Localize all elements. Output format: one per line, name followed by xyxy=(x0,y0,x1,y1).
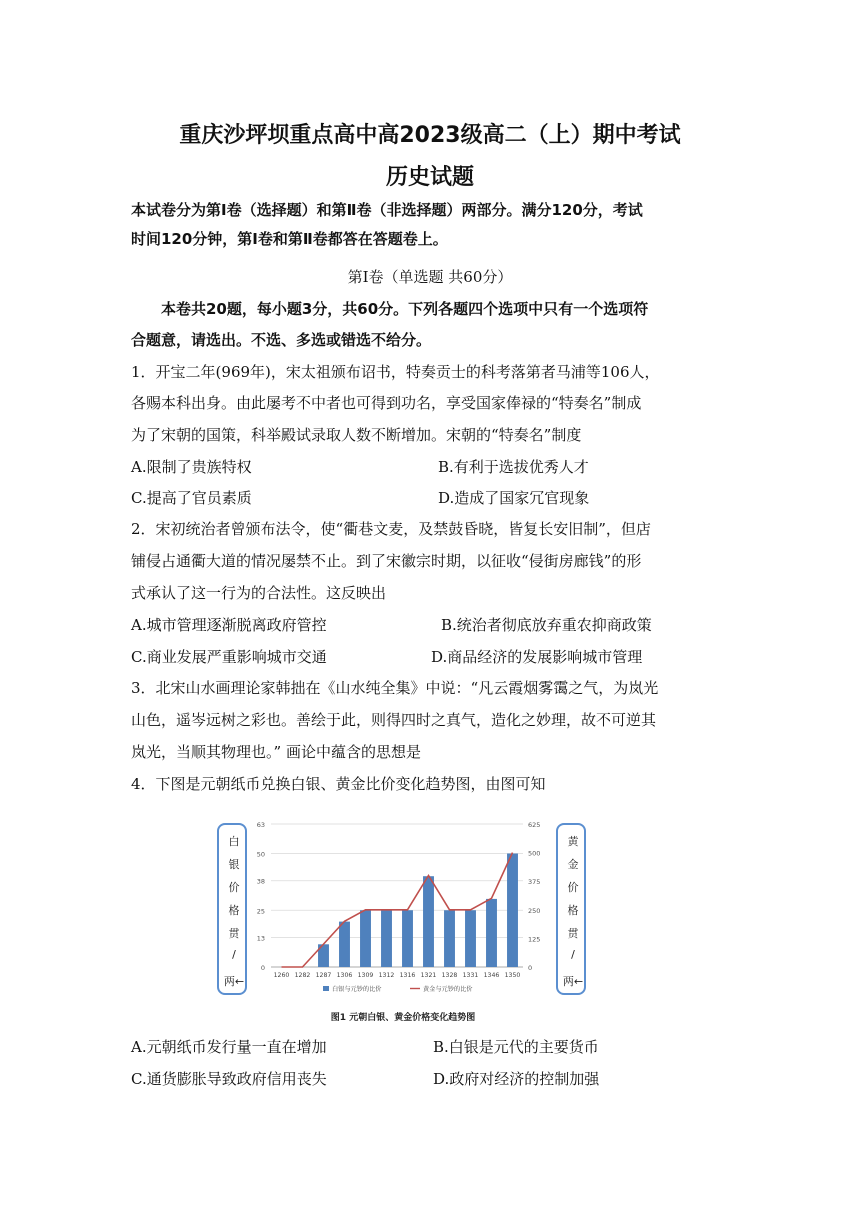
right-y-tick-label: 625 xyxy=(528,821,541,829)
right-axis-char: 贯 xyxy=(567,927,579,940)
left-y-tick-label: 38 xyxy=(256,877,265,886)
intro-line-1: 本试卷分为第Ⅰ卷（选择题）和第Ⅱ卷（非选择题）两部分。满分120分，考试 xyxy=(131,201,643,219)
intro-line-2: 时间120分钟，第Ⅰ卷和第Ⅱ卷都答在答题卷上。 xyxy=(131,230,448,248)
left-y-tick-label: 50 xyxy=(256,850,265,859)
question-4-line-1: 4．下图是元朝纸币兑换白银、黄金比价变化趋势图，由图可知 xyxy=(131,775,546,793)
x-tick-label: 1306 xyxy=(336,972,353,979)
question-2-option-c: C.商业发展严重影响城市交通 xyxy=(131,648,327,666)
left-axis-char: / xyxy=(232,948,236,961)
question-1-option-d: D.造成了国家冗官现象 xyxy=(438,489,590,507)
x-tick-label: 1316 xyxy=(399,972,416,979)
question-4-option-a: A.元朝纸币发行量一直在增加 xyxy=(131,1038,327,1056)
x-tick-label: 1331 xyxy=(462,972,479,979)
left-axis-char: 银 xyxy=(228,858,240,871)
right-axis-char: 格 xyxy=(567,904,579,917)
left-axis-char: 格 xyxy=(228,904,240,917)
x-tick-label: 1309 xyxy=(357,972,374,979)
right-axis-char: / xyxy=(571,948,575,961)
right-axis-char: 金 xyxy=(567,858,579,871)
silver-price-bar xyxy=(423,876,434,967)
silver-price-bar xyxy=(339,922,350,967)
silver-price-bar xyxy=(507,854,518,967)
right-axis-char: 两← xyxy=(562,975,584,988)
question-2-line-3: 式承认了这一行为的合法性。这反映出 xyxy=(131,584,387,602)
question-1-line-2: 各赐本科出身。由此屡考不中者也可得到功名，享受国家俸禄的“特奏名”制成 xyxy=(131,394,642,412)
question-1-line-1: 1．开宝二年(969年)，宋太祖颁布诏书，特奏贡士的科考落第者马浦等106人， xyxy=(131,363,660,381)
silver-price-bar xyxy=(402,910,413,967)
left-y-tick-label: 0 xyxy=(260,964,265,972)
question-1-option-b: B.有利于选拔优秀人才 xyxy=(438,458,589,476)
question-2-option-d: D.商品经济的发展影响城市管理 xyxy=(431,648,643,666)
right-y-tick-label: 0 xyxy=(528,964,533,972)
right-y-tick-label: 125 xyxy=(528,935,541,944)
left-y-tick-label: 63 xyxy=(256,821,265,829)
section-heading: 第Ⅰ卷（单选题 共60分） xyxy=(347,268,513,286)
x-tick-label: 1350 xyxy=(504,972,521,979)
right-axis-char: 价 xyxy=(567,881,579,894)
silver-price-bar xyxy=(381,910,392,967)
question-3-line-1: 3．北宋山水画理论家韩拙在《山水纯全集》中说：“凡云霞烟雾霭之气，为岚光 xyxy=(131,679,659,697)
question-2-option-a: A.城市管理逐渐脱离政府管控 xyxy=(131,616,327,634)
left-axis-char: 两← xyxy=(223,975,245,988)
question-3-line-2: 山色，遥岑远树之彩也。善绘于此，则得四时之真气，造化之妙理，故不可逆其 xyxy=(131,711,657,729)
page-subtitle: 历史试题 xyxy=(385,165,474,190)
question-1-line-3: 为了宋朝的国策，科举殿试录取人数不断增加。宋朝的“特奏名”制度 xyxy=(131,426,582,444)
question-4-option-b: B.白银是元代的主要货币 xyxy=(433,1038,599,1056)
page-title: 重庆沙坪坝重点高中高2023级高二（上）期中考试 xyxy=(179,123,681,148)
legend-label-silver: 白银与元钞的比价 xyxy=(332,986,382,993)
left-axis-char: 价 xyxy=(228,881,240,894)
silver-price-bar xyxy=(486,899,497,967)
section-instruction-2: 合题意，请选出。不选、多选或错选不给分。 xyxy=(131,331,432,349)
question-4-option-d: D.政府对经济的控制加强 xyxy=(433,1070,600,1088)
silver-price-bar xyxy=(465,910,476,967)
gold-price-line xyxy=(282,853,513,967)
section-instruction-1: 本卷共20题，每小题3分，共60分。下列各题四个选项中只有一个选项符 xyxy=(161,300,649,318)
left-y-tick-label: 13 xyxy=(256,934,265,943)
figure-caption: 图1 元朝白银、黄金价格变化趋势图 xyxy=(330,1013,476,1023)
question-1-option-a: A.限制了贵族特权 xyxy=(131,458,252,476)
question-2-line-1: 2．宋初统治者曾颁布法令，使“衢巷文麦，及禁鼓昏晓，皆复长安旧制”，但店 xyxy=(131,520,651,538)
question-4-figure xyxy=(215,817,591,1030)
x-tick-label: 1282 xyxy=(294,972,311,979)
legend-label-gold: 黄金与元钞的比价 xyxy=(423,986,473,993)
question-3-line-3: 岚光，当顺其物理也。” 画论中蕴含的思想是 xyxy=(131,743,421,761)
question-1-option-c: C.提高了官员素质 xyxy=(131,489,252,507)
right-y-tick-label: 500 xyxy=(528,849,541,858)
silver-price-bar xyxy=(444,910,455,967)
x-tick-label: 1321 xyxy=(420,972,437,979)
right-y-tick-label: 250 xyxy=(528,906,541,915)
x-tick-label: 1287 xyxy=(315,972,332,979)
x-tick-label: 1260 xyxy=(273,972,290,979)
x-tick-label: 1328 xyxy=(441,972,458,979)
price-trend-chart xyxy=(215,817,591,1007)
left-axis-char: 白 xyxy=(228,835,240,848)
silver-price-bar xyxy=(360,910,371,967)
x-tick-label: 1312 xyxy=(378,972,395,979)
question-2-line-2: 铺侵占通衢大道的情况屡禁不止。到了宋徽宗时期，以征收“侵街房廊钱”的形 xyxy=(131,552,642,570)
question-4-option-c: C.通货膨胀导致政府信用丧失 xyxy=(131,1070,327,1088)
x-tick-label: 1346 xyxy=(483,972,500,979)
left-axis-char: 贯 xyxy=(228,927,240,940)
legend-swatch-silver xyxy=(323,986,329,991)
left-y-tick-label: 25 xyxy=(256,907,265,916)
question-2-option-b: B.统治者彻底放弃重农抑商政策 xyxy=(441,616,652,634)
right-axis-char: 黄 xyxy=(567,835,579,848)
right-y-tick-label: 375 xyxy=(528,878,541,887)
